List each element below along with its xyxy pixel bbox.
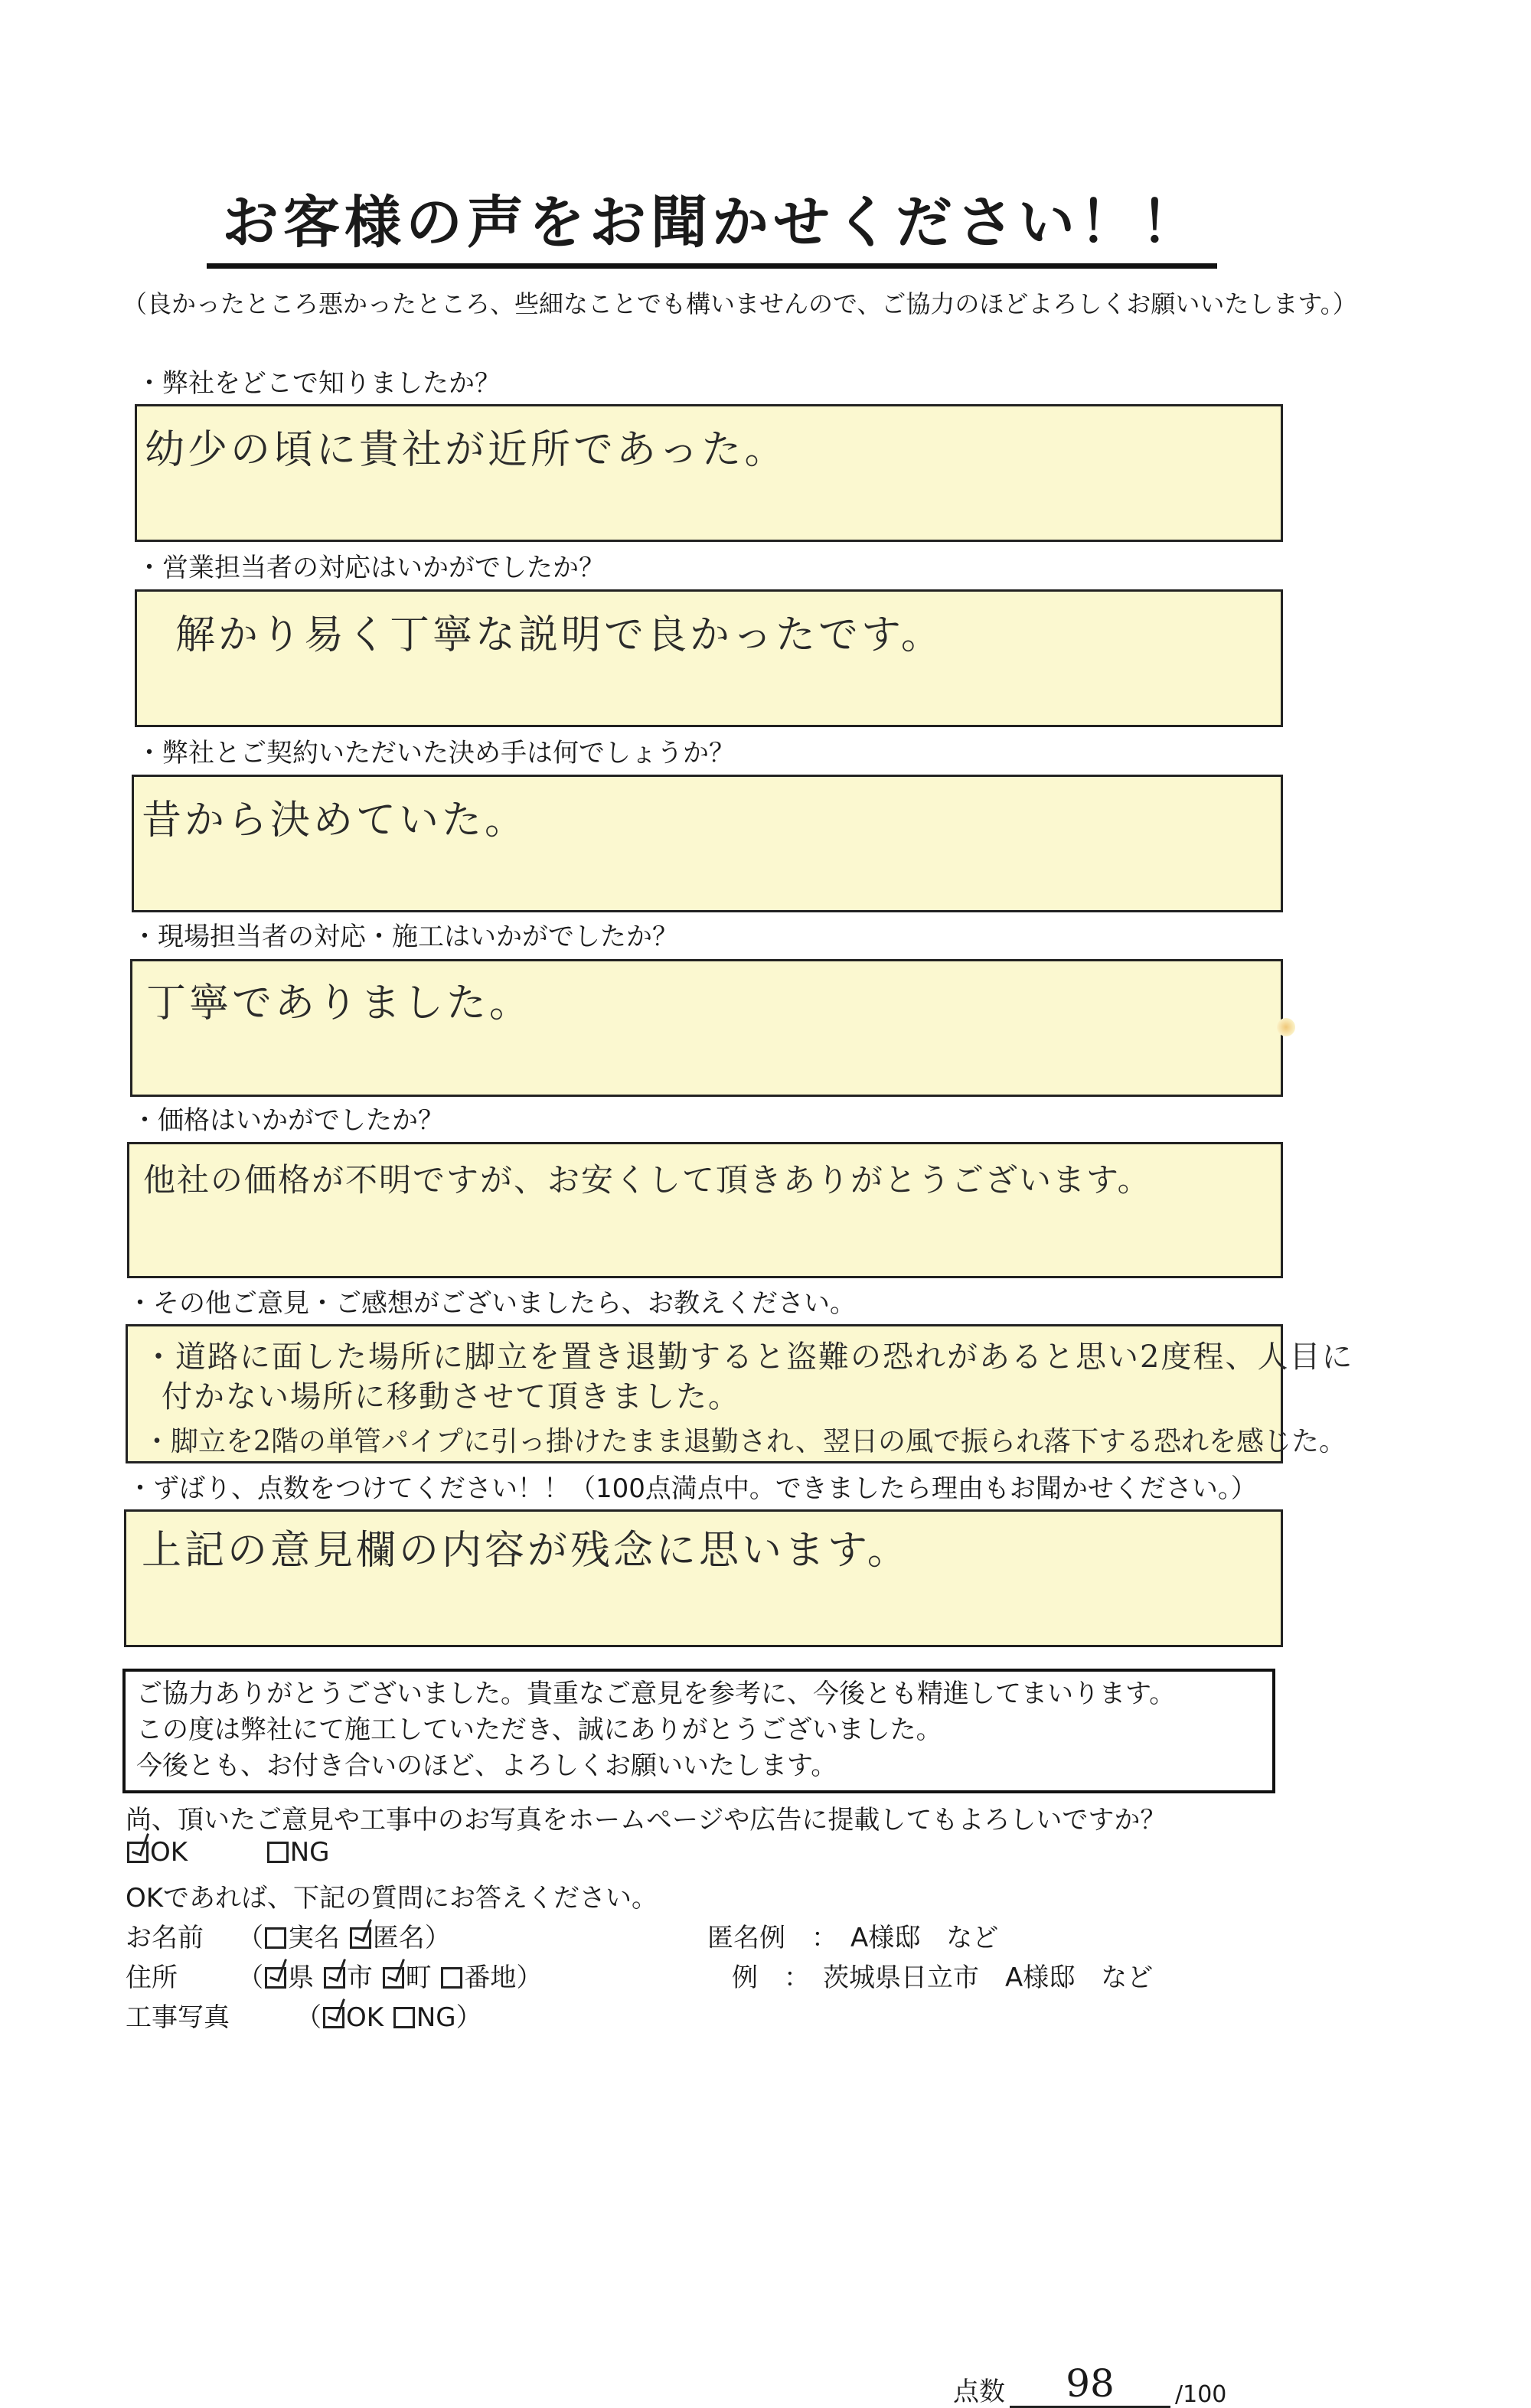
photo-ng-checkbox[interactable] [393, 2007, 415, 2028]
thanks-box [122, 1669, 1275, 1793]
paren-open: （ [237, 1963, 263, 1993]
page-title: お客様の声をお聞かせください！！ [207, 178, 1217, 269]
score-label: 点数 [953, 2377, 1005, 2407]
answer-text-4: 丁寧でありました。 [146, 980, 533, 1026]
answer-box-6 [126, 1324, 1354, 1463]
answer-text-6-line-3: ・脚立を2階の単管パイプに引っ掛けたまま退勤され、翌日の風で振られ落下する恐れを感じた。 [143, 1426, 1347, 1457]
real-name-label: 実名 [288, 1923, 340, 1953]
subtitle: （良かったところ悪かったところ、些細なことでも構いませんので、ご協力のほどよろしくお願いいたします。） [122, 289, 1357, 318]
score-max: /100 [1175, 2381, 1227, 2408]
name-example: 匿名例 ： A様邸 など [707, 1923, 999, 1953]
town-label: 町 [405, 1963, 432, 1993]
real-name-checkbox[interactable] [265, 1927, 286, 1949]
question-label-2: ・営業担当者の対応はいかがでしたか？ [136, 553, 605, 583]
name-options [237, 1917, 451, 1954]
paren-open: （ [237, 1923, 263, 1953]
answer-text-7: 上記の意見欄の内容が残念に思います。 [142, 1528, 910, 1574]
photo-ok-checkbox[interactable] [323, 2007, 344, 2028]
photo-ng-label: NG [416, 2002, 456, 2033]
paren-close: ） [455, 2002, 482, 2033]
answer-box-3 [132, 775, 1283, 912]
ok-checkbox[interactable] [127, 1842, 149, 1863]
prefecture-label: 県 [288, 1963, 314, 1993]
permission-question: 尚、頂いたご意見や工事中のお写真をホームページや広告に提載してもよろしいですか？ [126, 1805, 1167, 1835]
answer-box-1 [135, 404, 1283, 542]
town-checkbox[interactable] [383, 1967, 404, 1989]
photo-ok-label: OK [346, 2002, 384, 2033]
thanks-line-3: 今後とも、お付き合いのほど、よろしくお願いいたします。 [136, 1751, 837, 1781]
prefecture-checkbox[interactable] [265, 1967, 286, 1989]
ng-checkbox[interactable] [267, 1842, 289, 1863]
permission-options [126, 1837, 329, 1868]
question-label-1: ・弊社をどこで知りましたか？ [136, 368, 501, 399]
question-label-5: ・価格はいかがでしたか？ [132, 1105, 444, 1136]
answer-box-4 [130, 959, 1283, 1097]
paren-open: （ [295, 2002, 322, 2033]
address-example: 例 ： 茨城県日立市 A様邸 など [732, 1963, 1154, 1993]
ng-label: NG [289, 1837, 330, 1868]
anonymous-checkbox[interactable] [350, 1927, 371, 1949]
address-label: 住所 [126, 1963, 178, 1993]
question-label-3: ・弊社とご契約いただいた決め手は何でしょうか？ [136, 738, 735, 768]
photo-label: 工事写真 [126, 2002, 230, 2033]
ok-label: OK [150, 1837, 188, 1868]
answer-text-6-line-1: ・道路に面した場所に脚立を置き退勤すると盗難の恐れがあると思い2度程、人目に [143, 1339, 1354, 1375]
thanks-line-1: ご協力ありがとうございました。貴重なご意見を参考に、今後とも精進してまいります。 [136, 1679, 1176, 1709]
block-number-checkbox[interactable] [441, 1967, 462, 1989]
answer-box-5 [127, 1142, 1283, 1278]
city-label: 市 [346, 1963, 373, 1993]
photo-options [295, 1996, 482, 2034]
paren-close: ） [516, 1963, 543, 1993]
answer-text-3: 昔から決めていた。 [142, 798, 528, 843]
question-label-7: ・ずばり、点数をつけてください！！（100点満点中。できましたら理由もお聞かせください。） [127, 1473, 1257, 1504]
question-label-4: ・現場担当者の対応・施工はいかがでしたか？ [132, 922, 678, 952]
city-checkbox[interactable] [324, 1967, 345, 1989]
anonymous-label: 匿名 [372, 1923, 425, 1953]
paper-smudge [1277, 1018, 1295, 1036]
paren-close: ） [424, 1923, 451, 1953]
answer-text-1: 幼少の頃に貴社が近所であった。 [145, 427, 788, 473]
name-label: お名前 [126, 1923, 204, 1953]
answer-box-2 [135, 589, 1283, 727]
permission-followup: OKであれば、下記の質問にお答えください。 [126, 1883, 658, 1914]
answer-text-6-line-2: 付かない場所に移動させて頂きました。 [162, 1379, 740, 1414]
question-label-6: ・その他ご意見・ご感想がございましたら、お教えください。 [127, 1288, 856, 1319]
thanks-line-2: この度は弊社にて施工していただき、誠にありがとうございました。 [136, 1715, 942, 1745]
address-options [237, 1956, 542, 1994]
block-number-label: 番地 [464, 1963, 517, 1993]
answer-text-2: 解かり易く丁寧な説明で良かったです。 [175, 612, 944, 658]
answer-text-5: 他社の価格が不明ですが、お安くして頂きありがとうございます。 [143, 1161, 1151, 1199]
score-line [953, 2361, 1226, 2408]
score-value: 98 [1010, 2361, 1170, 2408]
